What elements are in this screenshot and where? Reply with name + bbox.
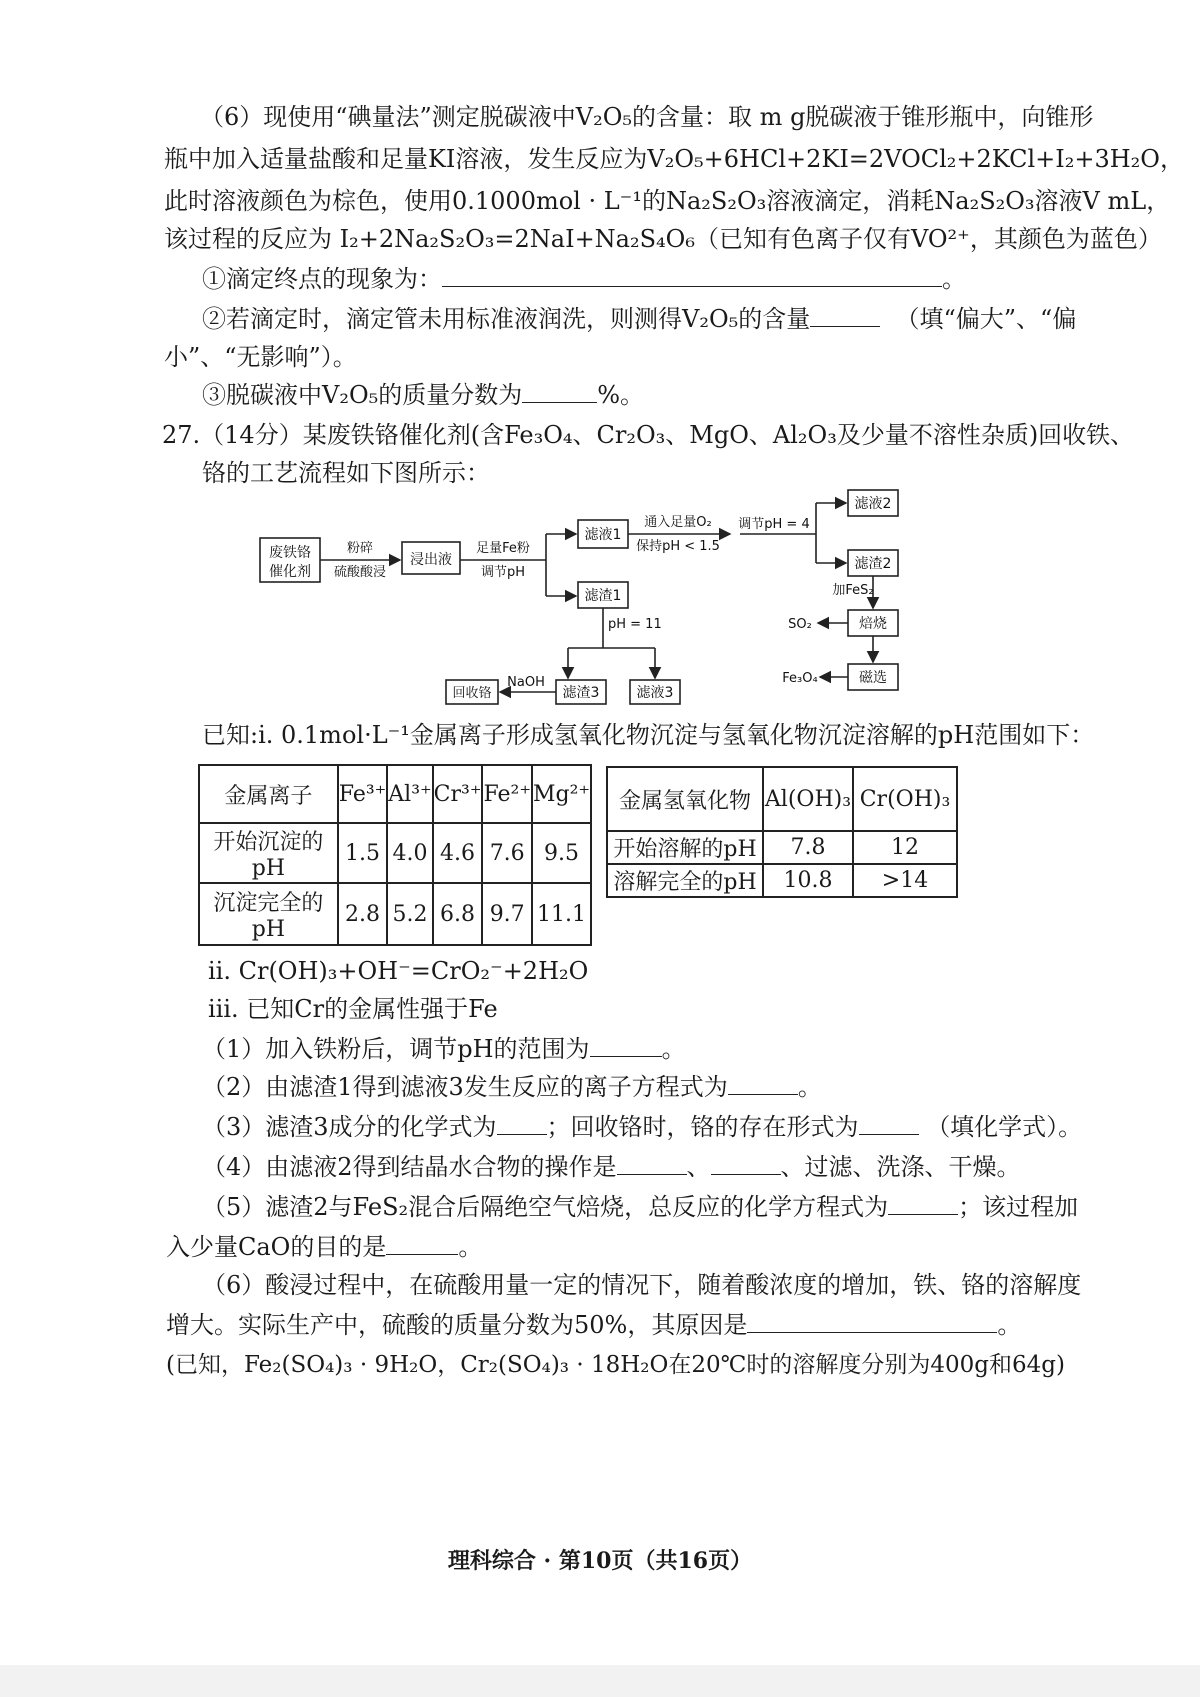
answer-blank[interactable] — [711, 1150, 781, 1175]
label-naoh: NaOH — [507, 675, 545, 690]
sec6-q2: ②若滴定时，滴定管未用标准液润洗，则测得V₂O₅的含量 （填“偏大”、“偏 — [202, 302, 1076, 336]
sec6-line4: 该过程的反应为 I₂+2Na₂S₂O₃=2NaI+Na₂S₄O₆（已知有色离子仅有VO²⁺，其颜色为蓝色） — [164, 225, 1162, 253]
table-row: 溶解完全的pH 10.8 >14 — [607, 864, 957, 897]
label-o2: 通入足量O₂ — [644, 515, 712, 530]
q3: （3）滤渣3成分的化学式为 ；回收铬时，铬的存在形式为 （填化学式）。 — [202, 1110, 1082, 1144]
sec6-q2-cont: 小”、“无影响”）。 — [164, 343, 357, 371]
label-fe3o4: Fe₃O₄ — [782, 671, 818, 686]
table-header-row: 金属离子 Fe³⁺ Al³⁺ Cr³⁺ Fe²⁺ Mg²⁺ — [199, 765, 591, 823]
label-crush: 粉碎 — [346, 541, 374, 556]
sec6-line2: 瓶中加入适量盐酸和足量KI溶液，发生反应为V₂O₅+6HCl+2KI=2VOCl₂+2KCl+I₂+3H₂O， — [164, 145, 1184, 173]
answer-blank[interactable] — [522, 378, 597, 403]
table-header-row: 金属氢氧化物 Al(OH)₃ Cr(OH)₃ — [607, 767, 957, 831]
answer-blank[interactable] — [497, 1110, 547, 1135]
label-residue3: 滤渣3 — [562, 685, 600, 701]
label-add-fes2: 加FeS₂ — [832, 583, 874, 598]
label-catalyst-a: 废铁铬 — [269, 545, 311, 561]
answer-blank[interactable] — [728, 1070, 798, 1095]
q1: （1）加入铁粉后，调节pH的范围为 。 — [202, 1032, 686, 1066]
label-filtrate3: 滤液3 — [636, 685, 674, 701]
answer-blank[interactable] — [747, 1308, 997, 1333]
label-filtrate1: 滤液1 — [584, 527, 622, 543]
known-ii: ii. Cr(OH)₃+OH⁻=CrO₂⁻+2H₂O — [208, 957, 589, 985]
label-magnetic-separation: 磁选 — [859, 670, 887, 686]
sec6-q3: ③脱碳液中V₂O₅的质量分数为 %。 — [202, 378, 644, 412]
label-residue2: 滤渣2 — [854, 556, 892, 572]
label-so2: SO₂ — [788, 617, 812, 632]
label-roast: 焙烧 — [859, 616, 887, 632]
answer-blank[interactable] — [442, 262, 942, 287]
scan-margin — [0, 1665, 1200, 1697]
table-row: 沉淀完全的pH 2.8 5.2 6.8 9.7 11.1 — [199, 883, 591, 945]
label-keep-ph: 保持pH < 1.5 — [636, 539, 720, 554]
dissolution-table — [606, 766, 958, 898]
q4: （4）由滤液2得到结晶水合物的操作是 、 、过滤、洗涤、干燥。 — [202, 1150, 1021, 1184]
label-ph4: 调节pH = 4 — [738, 517, 810, 532]
known-intro: 已知:i. 0.1mol·L⁻¹金属离子形成氢氧化物沉淀与氢氧化物沉淀溶解的pH范围如下： — [202, 721, 1095, 749]
q2: （2）由滤渣1得到滤液3发生反应的离子方程式为 。 — [202, 1070, 822, 1104]
sec6-line3: 此时溶液颜色为棕色，使用0.1000mol · L⁻¹的Na₂S₂O₃溶液滴定，消耗Na₂S₂O₃溶液V mL， — [164, 187, 1171, 215]
answer-blank[interactable] — [590, 1032, 662, 1057]
p27-line2: 铬的工艺流程如下图所示： — [202, 459, 490, 487]
label-catalyst-b: 催化剂 — [269, 564, 311, 580]
label-filtrate2: 滤液2 — [854, 496, 892, 512]
label-ph11: pH = 11 — [608, 617, 662, 632]
known-iii: ⅲ. 已知Cr的金属性强于Fe — [208, 995, 498, 1023]
sec6-line1: （6）现使用“碘量法”测定脱碳液中V₂O₅的含量：取 m g脱碳液于锥形瓶中，向锥形 — [200, 103, 1094, 131]
p27-line1: 27.（14分）某废铁铬催化剂(含Fe₃O₄、Cr₂O₃、MgO、Al₂O₃及少量不溶性杂质)回收铁、 — [162, 421, 1135, 449]
q6-cont: 增大。实际生产中，硫酸的质量分数为50%，其原因是 。 — [166, 1308, 1021, 1342]
answer-blank[interactable] — [617, 1150, 687, 1175]
q6: （6）酸浸过程中，在硫酸用量一定的情况下，随着酸浓度的增加，铁、铬的溶解度 — [202, 1271, 1082, 1299]
label-add-fe: 足量Fe粉 — [476, 541, 530, 556]
page-footer: 理科综合 · 第10页（共16页） — [447, 1548, 753, 1574]
label-adjust-ph: 调节pH — [480, 565, 526, 580]
label-recover-chromium: 回收铬 — [452, 686, 492, 701]
answer-blank[interactable] — [386, 1230, 458, 1255]
q5: （5）滤渣2与FeS₂混合后隔绝空气焙烧，总反应的化学方程式为 ；该过程加 — [202, 1190, 1078, 1224]
answer-blank[interactable] — [810, 302, 880, 327]
table-row: 开始溶解的pH 7.8 12 — [607, 831, 957, 864]
label-acid-leach: 硫酸酸浸 — [333, 565, 387, 580]
answer-blank[interactable] — [859, 1110, 919, 1135]
process-flow-diagram — [260, 496, 892, 720]
label-leachate: 浸出液 — [410, 552, 452, 568]
q6-note: (已知，Fe₂(SO₄)₃ · 9H₂O，Cr₂(SO₄)₃ · 18H₂O在20℃时的溶解度分别为400g和64g) — [166, 1352, 1065, 1378]
table-row: 开始沉淀的pH 1.5 4.0 4.6 7.6 9.5 — [199, 823, 591, 883]
precipitation-table — [198, 764, 592, 946]
q5-cont: 入少量CaO的目的是 。 — [166, 1230, 482, 1264]
answer-blank[interactable] — [888, 1190, 958, 1215]
sec6-q1: ①滴定终点的现象为： 。 — [202, 262, 966, 296]
label-residue1: 滤渣1 — [584, 588, 622, 604]
